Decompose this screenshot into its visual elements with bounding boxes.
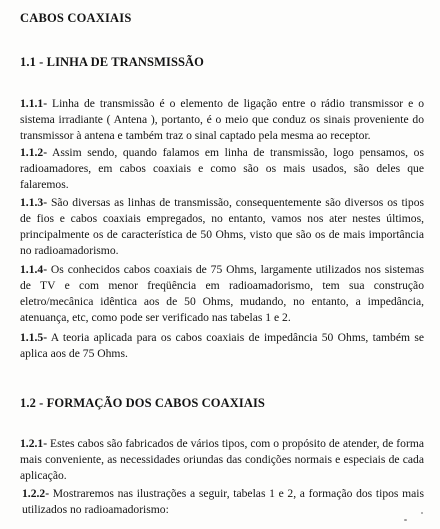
paragraph-number: 1.2.2- [22,487,50,500]
paragraph-number: 1.1.3- [20,196,48,209]
paragraph-text: São diversas as linhas de transmissão, consequentemente são diversos os tipos de fios e cabos coaxiais empregados, no entanto, vamos nos ater nestes últimos, principalmente os de característica de 50 Ohms, visto que são os de mais importância no radioamadorismo. [20,196,424,257]
paragraph-1-1-1 [20,96,424,144]
paragraph-text: Linha de transmissão é o elemento de ligação entre o rádio transmissor e o sistema irradiante ( Antena ), portanto, é o meio que conduz os sinais proveniente do transmissor à antena e também traz o sinal captado pela mesma ao receptor. [20,97,424,142]
paragraph-number: 1.2.1- [20,437,48,450]
paragraph-1-2-1 [20,436,424,484]
section-heading-formacao-dos-cabos-coaxiais: 1.2 - FORMAÇÃO DOS CABOS COAXIAIS [20,396,265,410]
paragraph-text: Assim sendo, quando falamos em linha de transmissão, logo pensamos, os radioamadores, em cabos coaxiais e como são os mais usados, são deles que falaremos. [20,146,424,191]
paragraph-number: 1.1.2- [20,146,48,159]
paragraph-1-1-2 [20,145,424,193]
paragraph-text: Estes cabos são fabricados de vários tipos, com o propósito de atender, de forma mais conveniente, as necessidades oriundas das condições normais e especiais de cada aplicação. [20,437,424,482]
paragraph-number: 1.1.5- [20,331,48,344]
paragraph-1-1-5 [20,330,424,362]
paragraph-text: Mostraremos nas ilustrações a seguir, tabelas 1 e 2, a formação dos tipos mais utilizados no radioamadorismo: [22,487,424,516]
paragraph-text: A teoria aplicada para os cabos coaxiais de impedância 50 Ohms, também se aplica aos de 75 Ohms. [20,331,424,360]
paragraph-number: 1.1.4- [20,263,48,276]
paragraph-number: 1.1.1- [20,97,48,110]
paragraph-text: Os conhecidos cabos coaxiais de 75 Ohms, largamente utilizados nos sistemas de TV e com menor freqüência em radioamadorismo, tem sua construção eletro/mecânica idêntica aos de 50 Ohms, mudando, no entanto, a impedância, atenuança, etc, como pode ser verificado nas tabelas 1 e 2. [20,263,424,324]
paragraph-1-1-4 [20,262,424,326]
document-title: CABOS COAXIAIS [20,11,132,25]
paragraph-1-2-2 [22,486,424,518]
scan-speck [421,512,423,514]
paragraph-1-1-3 [20,195,424,259]
section-heading-linha-de-transmissao: 1.1 - LINHA DE TRANSMISSÃO [20,55,205,69]
scan-speck [404,519,407,521]
